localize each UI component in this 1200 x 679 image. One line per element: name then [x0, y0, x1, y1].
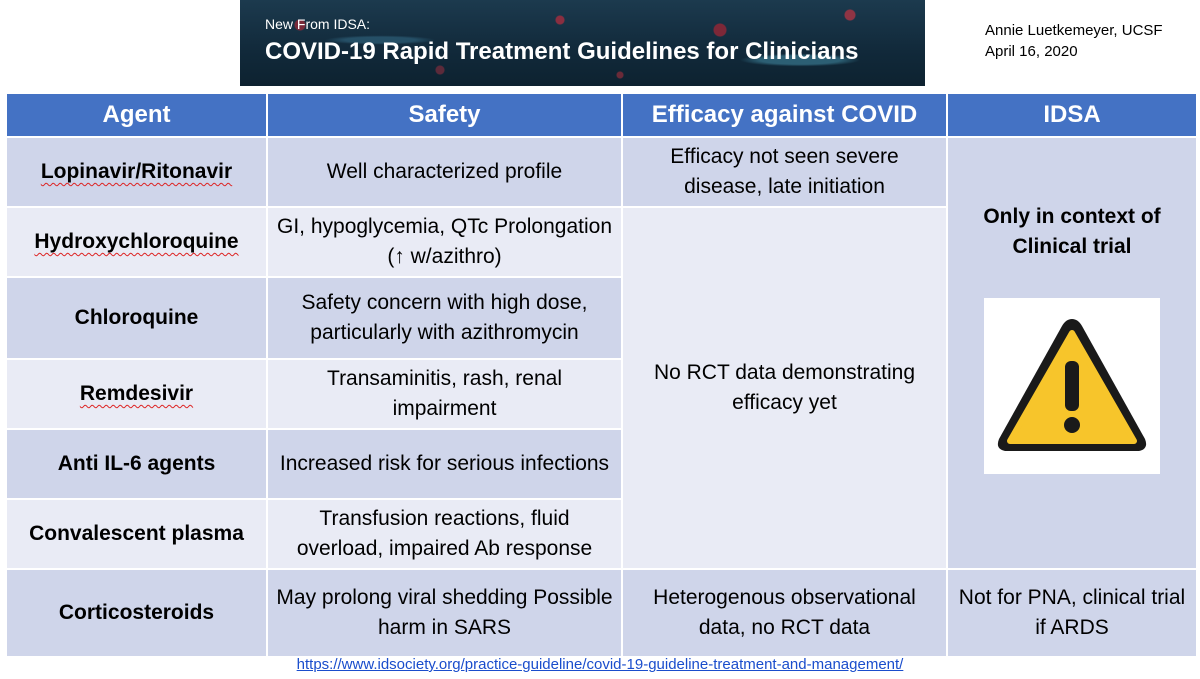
header-idsa: IDSA: [947, 93, 1197, 137]
idsa-cell: Not for PNA, clinical trial if ARDS: [947, 569, 1197, 657]
efficacy-merged-cell: No RCT data demonstrating efficacy yet: [622, 207, 947, 569]
guideline-link[interactable]: https://www.idsociety.org/practice-guideline/covid-19-guideline-treatment-and-management/: [296, 656, 904, 673]
agent-cell: Chloroquine: [6, 277, 267, 359]
safety-cell: GI, hypoglycemia, QTc Prolongation (↑ w/azithro): [267, 207, 622, 277]
safety-cell: May prolong viral shedding Possible harm in SARS: [267, 569, 622, 657]
agent-name: Hydroxychloroquine: [34, 230, 239, 253]
author-block: [985, 20, 1163, 62]
agent-cell: Convalescent plasma: [6, 499, 267, 569]
table-row: [6, 137, 1197, 207]
header-efficacy: Efficacy against COVID: [622, 93, 947, 137]
safety-cell: Well characterized profile: [267, 137, 622, 207]
efficacy-cell: Heterogenous observational data, no RCT data: [622, 569, 947, 657]
header-agent: Agent: [6, 93, 267, 137]
table-row: [6, 569, 1197, 657]
idsa-merged-cell: [947, 137, 1197, 569]
safety-cell: Transaminitis, rash, renal impairment: [267, 359, 622, 429]
agent-cell: [6, 207, 267, 277]
author-date: April 16, 2020: [985, 43, 1078, 60]
efficacy-cell: Efficacy not seen severe disease, late initiation: [622, 137, 947, 207]
title-banner: [240, 0, 925, 86]
safety-cell: Safety concern with high dose, particularly with azithromycin: [267, 277, 622, 359]
banner-title: COVID-19 Rapid Treatment Guidelines for Clinicians: [265, 38, 859, 65]
safety-cell: Increased risk for serious infections: [267, 429, 622, 499]
idsa-recommendation: Only in context of Clinical trial: [983, 205, 1161, 258]
agent-name: Remdesivir: [79, 382, 194, 405]
warning-triangle-icon: [992, 311, 1152, 461]
agent-cell: Anti IL-6 agents: [6, 429, 267, 499]
author-name: Annie Luetkemeyer, UCSF: [985, 22, 1163, 39]
guidelines-table: [5, 92, 1198, 658]
agent-cell: [6, 137, 267, 207]
table-header-row: [6, 93, 1197, 137]
agent-name: Lopinavir/Ritonavir: [40, 160, 233, 183]
header-safety: Safety: [267, 93, 622, 137]
agent-cell: [6, 359, 267, 429]
safety-cell: Transfusion reactions, fluid overload, impaired Ab response: [267, 499, 622, 569]
banner-subtitle: New From IDSA:: [265, 16, 371, 32]
warning-image: [984, 298, 1160, 474]
agent-cell: Corticosteroids: [6, 569, 267, 657]
